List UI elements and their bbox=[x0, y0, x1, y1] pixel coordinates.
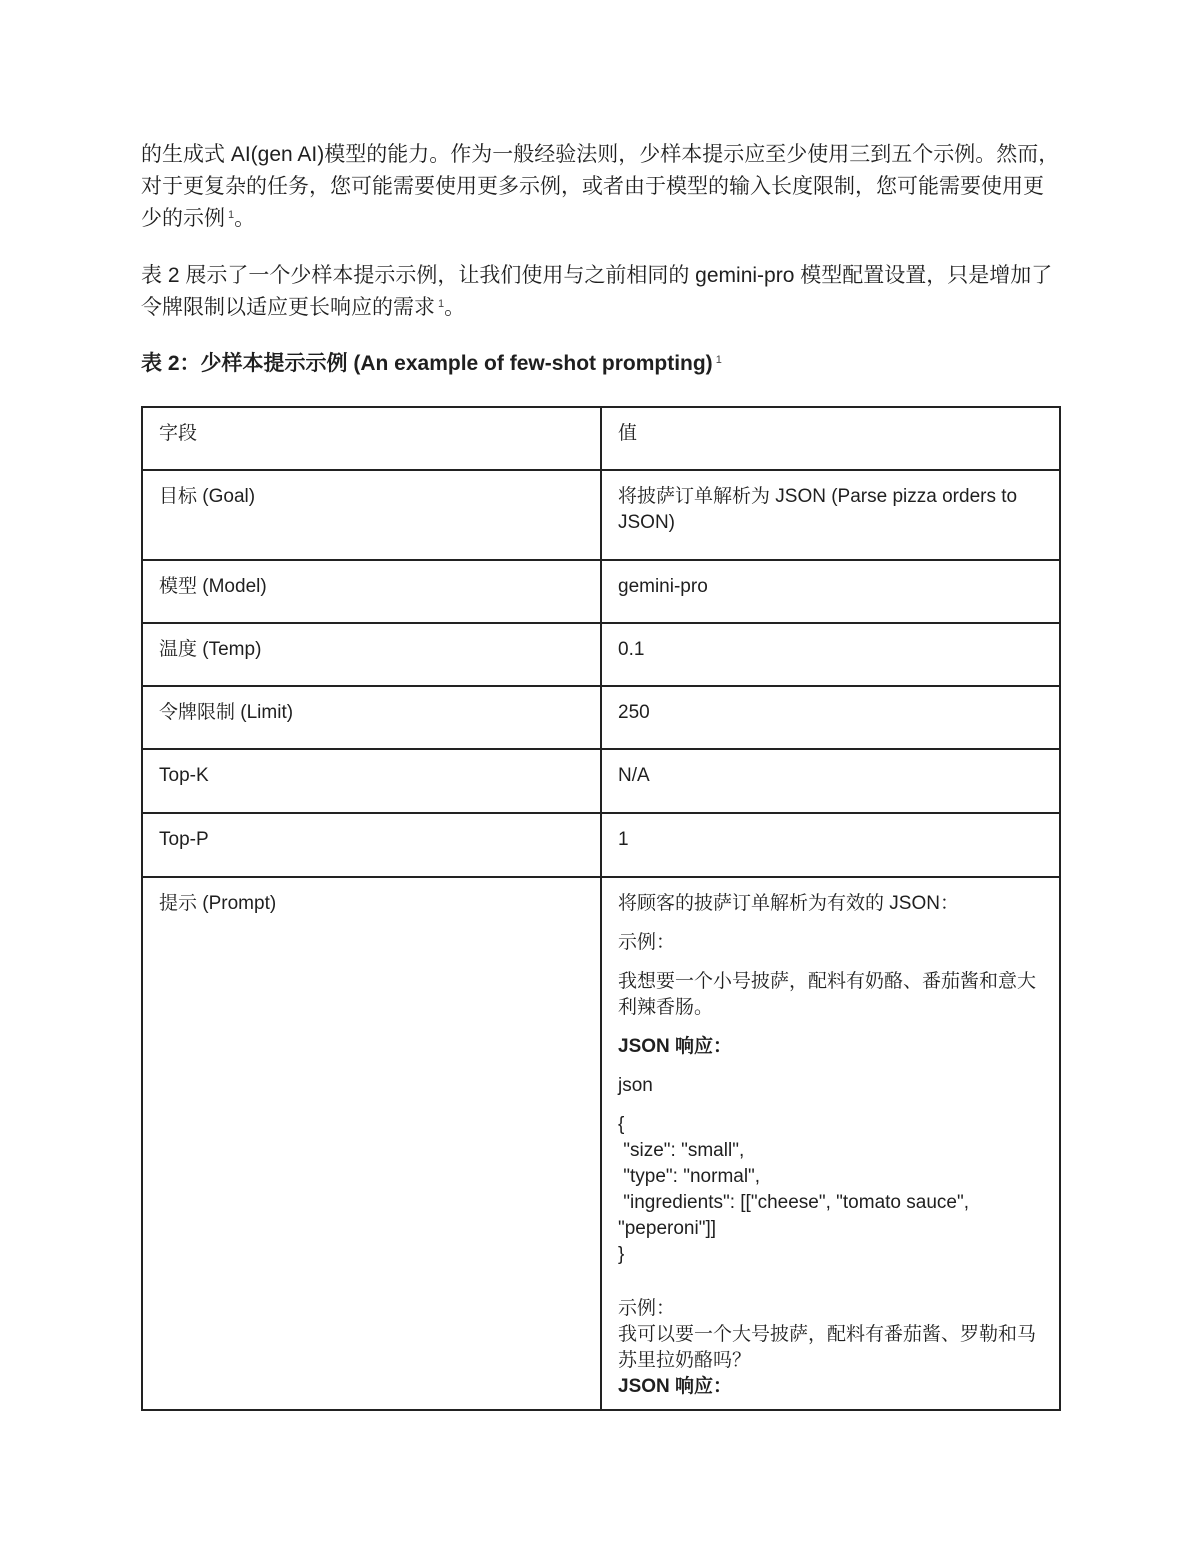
field-cell: 温度 (Temp) bbox=[142, 623, 601, 686]
table-row bbox=[142, 407, 1060, 470]
prompt-intro: 将顾客的披萨订单解析为有效的 JSON： bbox=[618, 893, 959, 914]
few-shot-table bbox=[141, 406, 1061, 1411]
paragraph-text: 表 2 展示了一个少样本提示示例，让我们使用与之前相同的 gemini-pro 模型配置设置，只是增加了令牌限制以适应更长响应的需求 bbox=[141, 264, 1053, 319]
punct: 。 bbox=[234, 207, 256, 230]
value-cell: gemini-pro bbox=[601, 560, 1060, 623]
json-word: json bbox=[618, 1075, 653, 1096]
table-row bbox=[142, 623, 1060, 686]
example-label: 示例： bbox=[618, 932, 676, 953]
value-cell: 0.1 bbox=[601, 623, 1060, 686]
table-row bbox=[142, 877, 1060, 1410]
table-caption bbox=[141, 348, 1061, 380]
field-cell: Top-P bbox=[142, 813, 601, 877]
json-response-label: JSON 响应： bbox=[618, 1036, 733, 1057]
field-cell: 模型 (Model) bbox=[142, 560, 601, 623]
json-response-label: JSON 响应： bbox=[618, 1376, 733, 1397]
field-cell: 令牌限制 (Limit) bbox=[142, 686, 601, 749]
table-row bbox=[142, 560, 1060, 623]
table-intro-paragraph bbox=[141, 260, 1061, 324]
header-field: 字段 bbox=[142, 407, 601, 470]
field-cell: 提示 (Prompt) bbox=[142, 877, 601, 1410]
footnote-ref[interactable]: 1 bbox=[715, 354, 722, 366]
caption-text: 表 2：少样本提示示例 (An example of few-shot prompting) bbox=[141, 352, 713, 375]
footnote-ref[interactable]: 1 bbox=[228, 209, 235, 221]
footnote-ref[interactable]: 1 bbox=[438, 298, 445, 310]
punct: 。 bbox=[444, 296, 466, 319]
table-row bbox=[142, 686, 1060, 749]
field-cell: 目标 (Goal) bbox=[142, 470, 601, 560]
field-cell: Top-K bbox=[142, 749, 601, 813]
example-text: 我可以要一个大号披萨，配料有番茄酱、罗勒和马苏里拉奶酪吗？ bbox=[618, 1324, 1037, 1371]
intro-paragraph bbox=[141, 139, 1061, 235]
value-cell: N/A bbox=[601, 749, 1060, 813]
prompt-cell bbox=[601, 877, 1060, 1410]
example-label: 示例： bbox=[618, 1298, 676, 1319]
value-cell: 将披萨订单解析为 JSON (Parse pizza orders to JSON) bbox=[601, 470, 1060, 560]
json-code-block: { "size": "small", "type": "normal", "ingredients": [["cheese", "tomato sauce", "peperoni"]] } bbox=[618, 1114, 969, 1265]
example-text: 我想要一个小号披萨，配料有奶酪、番茄酱和意大利辣香肠。 bbox=[618, 971, 1037, 1018]
header-value: 值 bbox=[601, 407, 1060, 470]
value-cell: 250 bbox=[601, 686, 1060, 749]
table-row bbox=[142, 813, 1060, 877]
table-row bbox=[142, 470, 1060, 560]
table-row bbox=[142, 749, 1060, 813]
value-cell: 1 bbox=[601, 813, 1060, 877]
paragraph-text: 的生成式 AI(gen AI)模型的能力。作为一般经验法则，少样本提示应至少使用三到五个示例。然而，对于更复杂的任务，您可能需要使用更多示例，或者由于模型的输入长度限制，您可能需要使用更少的示例 bbox=[141, 143, 1060, 230]
